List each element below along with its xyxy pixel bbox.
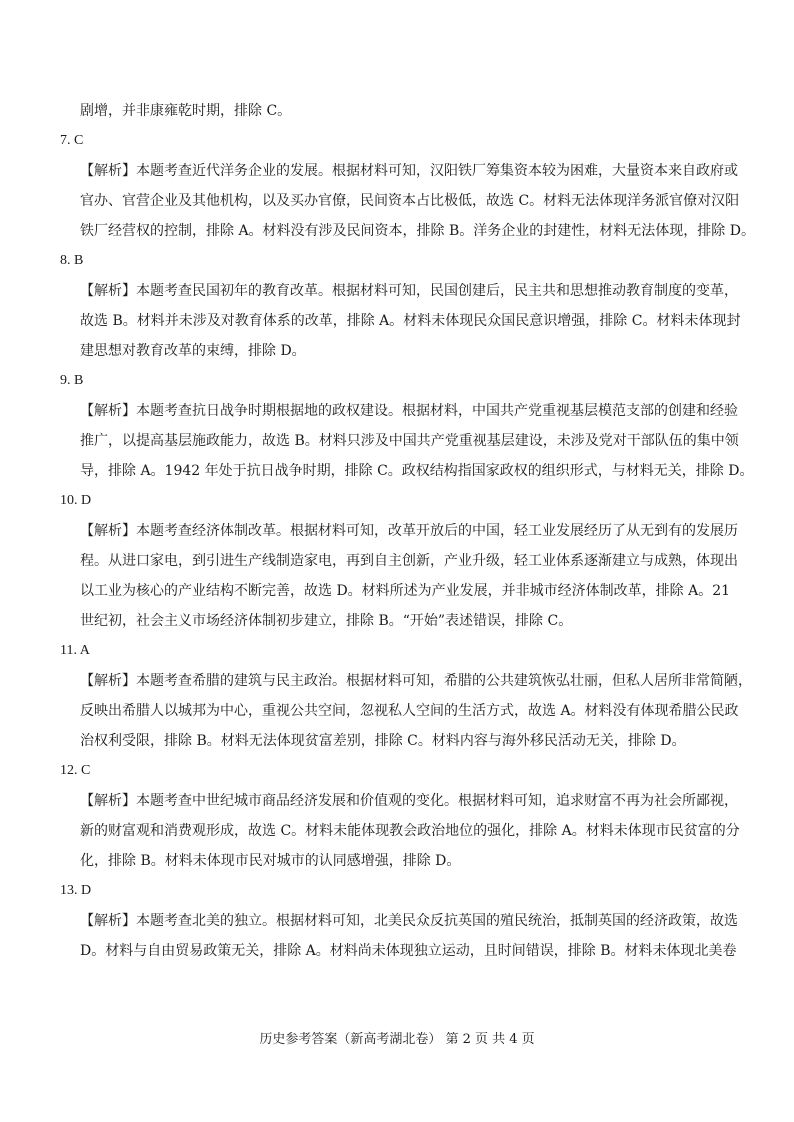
explanation-line: 反映出希腊人以城邦为中心，重视公共空间，忽视私人空间的生活方式，故选 A。材料没有体现希腊公民政: [80, 703, 739, 719]
explanation-line: 【解析】本题考查经济体制改革。根据材料可知，改革开放后的中国，轻工业发展经历了从无到有的发展历: [80, 523, 738, 539]
explanation-line: 【解析】本题考查近代洋务企业的发展。根据材料可知，汉阳铁厂筹集资本较为困难，大量资本来自政府或: [80, 163, 738, 179]
explanation-line: 世纪初，社会主义市场经济体制初步建立，排除 B。“开始”表述错误，排除 C。: [80, 613, 573, 629]
explanation-line: 故选 B。材料并未涉及对教育体系的改革，排除 A。材料未体现民众国民意识增强，排除 C。材料未体现封: [80, 313, 741, 329]
explanation-line: 导，排除 A。1942 年处于抗日战争时期，排除 C。政权结构指国家政权的组织形式，与材料无关，排除 D。: [80, 463, 754, 479]
explanation-line: 新的财富观和消费观形成，故选 C。材料未能体现教会政治地位的强化，排除 A。材料未体现市民贫富的分: [80, 823, 740, 839]
answer-key-line: 8. B: [60, 253, 84, 268]
explanation-line: 【解析】本题考查民国初年的教育改革。根据材料可知，民国创建后，民主共和思想推动教育制度的变革，: [80, 283, 738, 299]
explanation-line: 建思想对教育改革的束缚，排除 D。: [80, 343, 306, 359]
answer-content: [60, 96, 755, 966]
answer-key-line: 7. C: [60, 133, 84, 148]
explanation-line: 化，排除 B。材料未体现市民对城市的认同感增强，排除 D。: [80, 853, 461, 869]
explanation-line: D。材料与自由贸易政策无关，排除 A。材料尚未体现独立运动，且时间错误，排除 B。材料未体现北美卷: [80, 943, 737, 959]
explanation-line: 治权利受限，排除 B。材料无法体现贫富差别，排除 C。材料内容与海外移民活动无关，排除 D。: [80, 733, 686, 749]
explanation-line: 推广，以提高基层施政能力，故选 B。材料只涉及中国共产党重视基层建设，未涉及党对干部队伍的集中领: [80, 433, 739, 449]
explanation-line: 程。从进口家电，到引进生产线制造家电，再到自主创新，产业升级，轻工业体系逐渐建立与成熟，体现出: [80, 553, 738, 569]
explanation-line: 【解析】本题考查希腊的建筑与民主政治。根据材料可知，希腊的公共建筑恢弘壮丽，但私人居所非常简陋，: [80, 673, 752, 689]
explanation-line: 【解析】本题考查北美的独立。根据材料可知，北美民众反抗英国的殖民统治，抵制英国的经济政策，故选: [80, 913, 738, 929]
answer-key-line: 10. D: [60, 493, 92, 508]
answer-key-line: 11. A: [60, 643, 90, 658]
explanation-line: 铁厂经营权的控制，排除 A。材料没有涉及民间资本，排除 B。洋务企业的封建性，材料无法体现，排除 D。: [80, 223, 755, 239]
explanation-line: 官办、官营企业及其他机构，以及买办官僚，民间资本占比极低，故选 C。材料无法体现洋务派官僚对汉阳: [80, 193, 740, 209]
explanation-line: 【解析】本题考查抗日战争时期根据地的政权建设。根据材料，中国共产党重视基层模范支部的创建和经验: [80, 403, 738, 419]
answer-key-line: 12. C: [60, 763, 91, 778]
answer-key-line: 9. B: [60, 373, 84, 388]
page-footer: 历史参考答案（新高考湖北卷） 第 2 页 共 4 页: [259, 1032, 535, 1047]
explanation-line: 【解析】本题考查中世纪城市商品经济发展和价值观的变化。根据材料可知，追求财富不再为社会所鄙视，: [80, 793, 738, 809]
answer-key-line: 13. D: [60, 883, 92, 898]
explanation-line: 以工业为核心的产业结构不断完善，故选 D。材料所述为产业发展，并非城市经济体制改革，排除 A。21: [80, 583, 731, 599]
explanation-line: 剧增，并非康雍乾时期，排除 C。: [80, 103, 292, 119]
